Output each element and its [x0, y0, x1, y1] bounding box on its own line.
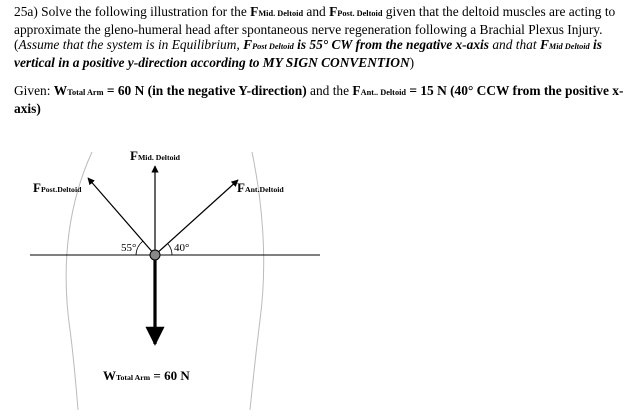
- problem-intro: 25a) Solve the following illustration for the: [14, 4, 251, 19]
- label-weight: WTotal Arm = 60 N: [103, 368, 190, 383]
- angle-arc-right: [168, 244, 172, 255]
- f-post-symbol: FPost. Deltoid: [329, 4, 383, 19]
- given-ant-deltoid: FAnt.. Deltoid = 15 N (40° CCW from the positive x-axis): [14, 83, 624, 116]
- given-weight: WTotal Arm = 60 N (in the negative Y-direction): [53, 83, 307, 98]
- label-f-post: FPost.Deltoid: [33, 180, 82, 195]
- problem-statement: 25a) Solve the following illustration for the FMid. Deltoid and FPost. Deltoid given that the deltoid muscles are acting to approximate the gleno-humeral head after spontaneous nerve regeneration following a Brachial Plexus Injury. (Assume that the system is in Equilibrium, FPost Deltoid is 55° CW from the negative x-axis and that FMid Deltoid is vertical in a positive y-direction according to MY SIGN CONVENTION): [14, 4, 616, 70]
- assumption-text: Assume that the system is in Equilibrium,: [18, 37, 244, 53]
- angle-arc-left: [136, 241, 143, 255]
- assumption-post: FPost Deltoid is 55° CW from the negative x-axis: [243, 37, 489, 53]
- angle-label-left: 55°: [121, 242, 137, 254]
- joint-point: [150, 250, 160, 260]
- angle-label-right: 40°: [174, 242, 190, 254]
- f-ant-vector: [155, 180, 238, 255]
- given-statement: Given: WTotal Arm = 60 N (in the negative Y-direction) and the FAnt.. Deltoid = 15 N (40° CCW from the positive x-axis): [14, 83, 624, 116]
- assumption-mid: FMid Deltoid is vertical in a positive y-direction according to MY SIGN CONVENTION: [14, 37, 602, 70]
- f-mid-symbol: FMid. Deltoid: [250, 4, 304, 19]
- label-f-ant: FAnt.Deltoid: [237, 180, 284, 195]
- label-f-mid: FMid. Deltoid: [130, 148, 180, 163]
